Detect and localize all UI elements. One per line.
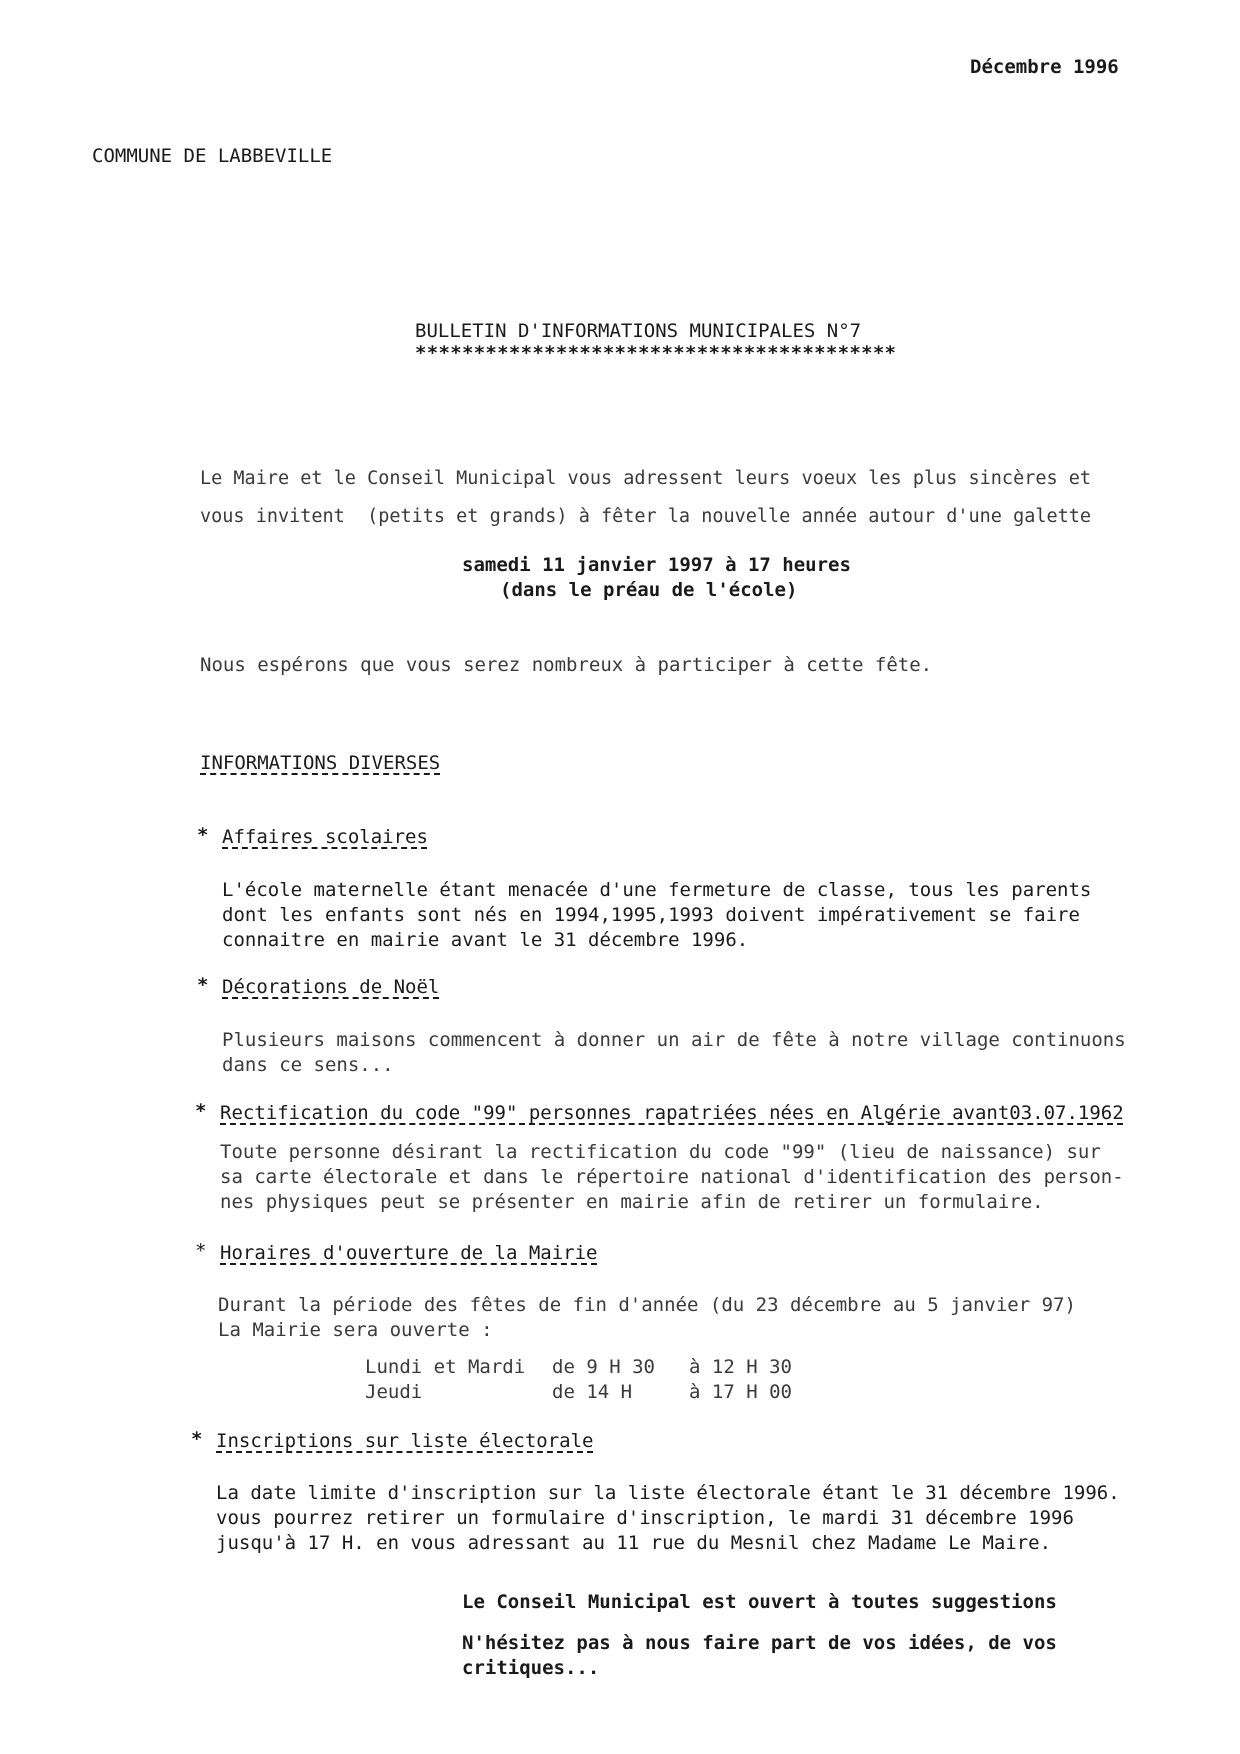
item-title-decorations-noel: Décorations de Noël: [222, 976, 440, 998]
event-date: samedi 11 janvier 1997 à 17 heures: [462, 554, 851, 576]
bullet-star: *: [191, 1428, 203, 1450]
schedule-days: Lundi et Mardi: [365, 1356, 526, 1378]
schedule-to: à 12 H 30: [689, 1356, 792, 1378]
item-line: jusqu'à 17 H. en vous adressant au 11 rue du Mesnil chez Madame Le Maire.: [216, 1532, 1052, 1554]
item-title-affaires-scolaires: Affaires scolaires: [222, 826, 428, 848]
schedule-from: de 14 H: [552, 1381, 633, 1403]
schedule-from: de 9 H 30: [552, 1356, 655, 1378]
item-title-inscriptions: Inscriptions sur liste électorale: [216, 1430, 594, 1452]
bullet-star: *: [195, 1100, 207, 1122]
item-line: connaitre en mairie avant le 31 décembre 1996.: [222, 929, 749, 951]
closing-line-2: N'hésitez pas à nous faire part de vos idées, de vos: [462, 1632, 1057, 1654]
event-place: (dans le préau de l'école): [500, 579, 798, 601]
schedule-days: Jeudi: [365, 1381, 423, 1403]
item-line: Durant la période des fêtes de fin d'année (du 23 décembre au 5 janvier 97): [218, 1294, 1076, 1316]
item-line: La Mairie sera ouverte :: [218, 1319, 493, 1341]
item-line: dans ce sens...: [222, 1054, 394, 1076]
bulletin-title-stars: *****************************************: [415, 342, 897, 364]
item-line: Plusieurs maisons commencent à donner un air de fête à notre village continuons: [222, 1029, 1126, 1051]
invitation-hope: Nous espérons que vous serez nombreux à participer à cette fête.: [200, 654, 933, 676]
item-line: vous pourrez retirer un formulaire d'inscription, le mardi 31 décembre 1996: [216, 1507, 1074, 1529]
bullet-star: *: [197, 974, 209, 996]
document-date: Décembre 1996: [970, 56, 1119, 78]
bullet-star: *: [195, 1240, 207, 1262]
closing-line-3: critiques...: [462, 1657, 600, 1679]
closing-line-1: Le Conseil Municipal est ouvert à toutes suggestions: [462, 1591, 1057, 1613]
item-line: nes physiques peut se présenter en mairie afin de retirer un formulaire.: [220, 1191, 1044, 1213]
item-title-horaires-mairie: Horaires d'ouverture de la Mairie: [220, 1242, 598, 1264]
invitation-line-2: vous invitent (petits et grands) à fêter la nouvelle année autour d'une galette: [200, 506, 1092, 527]
item-line: sa carte électorale et dans le répertoire national d'identification des person-: [220, 1166, 1124, 1188]
item-line: dont les enfants sont nés en 1994,1995,1993 doivent impérativement se faire: [222, 904, 1080, 926]
section-title: INFORMATIONS DIVERSES: [200, 752, 441, 774]
bullet-star: *: [197, 824, 209, 846]
bulletin-title: BULLETIN D'INFORMATIONS MUNICIPALES N°7: [415, 320, 862, 342]
item-line: L'école maternelle étant menacée d'une fermeture de classe, tous les parents: [222, 879, 1092, 901]
item-title-rectification-code: Rectification du code "99" personnes rapatriées nées en Algérie avant03.07.1962: [220, 1102, 1124, 1124]
item-line: Toute personne désirant la rectification du code "99" (lieu de naissance) sur: [220, 1141, 1101, 1163]
item-line: La date limite d'inscription sur la liste électorale étant le 31 décembre 1996.: [216, 1482, 1120, 1504]
schedule-to: à 17 H 00: [689, 1381, 792, 1403]
commune-name: COMMUNE DE LABBEVILLE: [92, 145, 333, 167]
invitation-line-1: Le Maire et le Conseil Municipal vous adressent leurs voeux les plus sincères et: [200, 468, 1092, 489]
